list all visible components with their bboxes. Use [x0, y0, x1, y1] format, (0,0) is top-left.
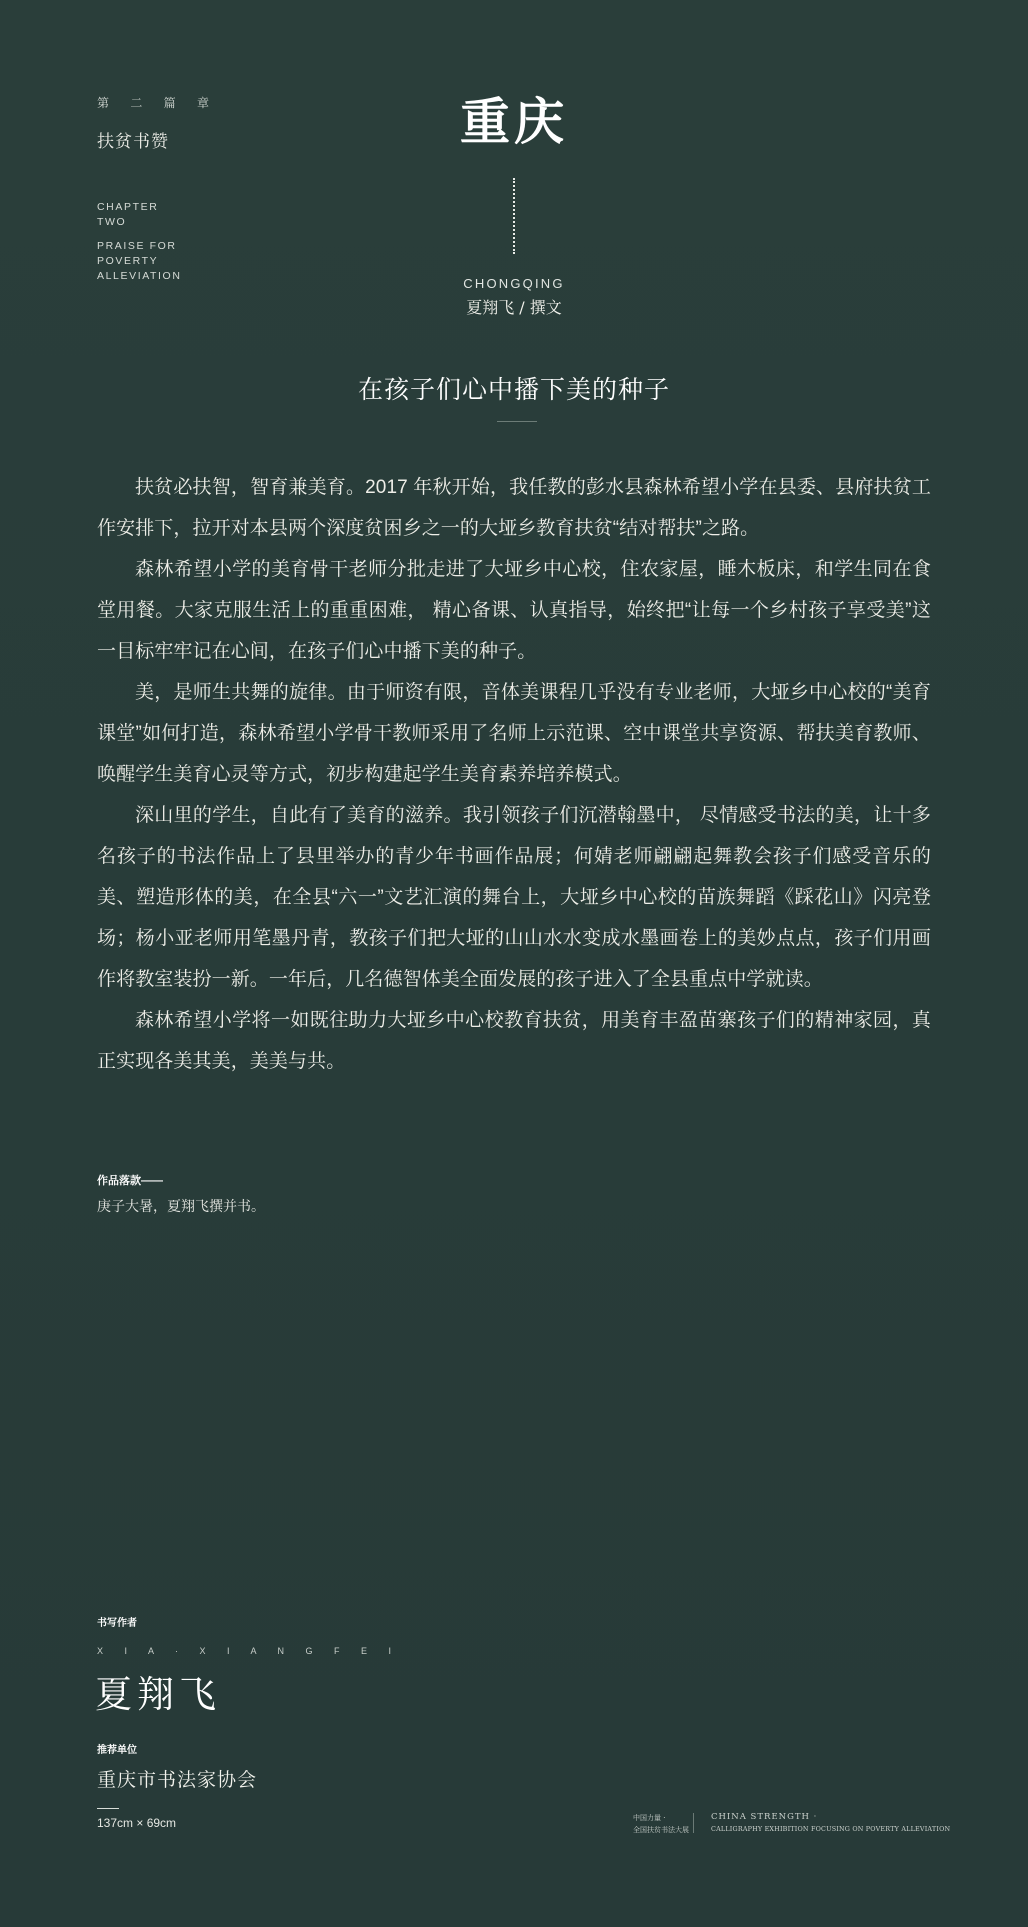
brand-en-line: CHINA STRENGTH ·	[711, 1812, 818, 1822]
recommender-name: 重庆市书法家协会	[97, 1769, 258, 1791]
chapter-subtitle-en	[97, 239, 182, 284]
inscription-label: 作品落款——	[97, 1175, 163, 1187]
chapter-en-line: TWO	[97, 216, 127, 228]
writer-name: 夏翔飞	[95, 1673, 221, 1716]
writer-name-en: X I A · X I A N G F E I	[97, 1646, 401, 1656]
author-credit: 夏翔飞 / 撰文	[466, 298, 562, 317]
inscription-text: 庚子大暑，夏翔飞撰并书。	[97, 1198, 265, 1214]
article-paragraph: 美，是师生共舞的旋律。由于师资有限，音体美课程几乎没有专业老师，大垭乡中心校的“美育课堂”如何打造，森林希望小学骨干教师采用了名师上示范课、空中课堂共享资源、帮扶美育教师、唤醒学生美育心灵等方式，初步构建起学生美育素养培养模式。	[97, 682, 931, 785]
chapter-en-line: CHAPTER	[97, 201, 159, 213]
chapter-en-line: POVERTY	[97, 255, 159, 267]
brand-cn-line: 中国力量 ·	[633, 1814, 666, 1822]
dimension-divider	[97, 1808, 119, 1809]
chapter-en-label	[97, 200, 158, 230]
city-heading	[414, 92, 614, 318]
article-title: 在孩子们心中播下美的种子	[357, 375, 670, 404]
article-body	[97, 467, 931, 1082]
article-paragraph: 森林希望小学的美育骨干老师分批走进了大垭乡中心校，住农家屋，睡木板床，和学生同在食堂用餐。大家克服生活上的重重困难， 精心备课、认真指导，始终把“让每一个乡村孩子享受美”这一目标牢牢记在心间，在孩子们心中播下美的种子。	[97, 559, 931, 662]
brand-en	[711, 1811, 950, 1835]
article-paragraph: 扶贫必扶智，智育兼美育。2017 年秋开始，我任教的彭水县森林希望小学在县委、县府扶贫工作安排下，拉开对本县两个深度贫困乡之一的大垭乡教育扶贫“结对帮扶”之路。	[97, 477, 931, 539]
article-paragraph: 深山里的学生，自此有了美育的滋养。我引领孩子们沉潜翰墨中， 尽情感受书法的美，让十多名孩子的书法作品上了县里举办的青少年书画作品展；何婧老师翩翩起舞教会孩子们感受音乐的美、塑造形体的美，在全县“六一”文艺汇演的舞台上，大垭乡中心校的苗族舞蹈《踩花山》闪亮登场；杨小亚老师用笔墨丹青，教孩子们把大垭的山山水水变成水墨画卷上的美妙点点，孩子们用画作将教室装扮一新。一年后，几名德智体美全面发展的孩子进入了全县重点中学就读。	[97, 805, 931, 990]
city-en: CHONGQING	[463, 276, 565, 291]
chapter-name: 扶贫书赞	[97, 132, 169, 152]
artwork-dimensions: 137cm × 69cm	[97, 1816, 177, 1830]
brand-en-line: CALLIGRAPHY EXHIBITION FOCUSING ON POVERTY ALLEVIATION	[711, 1825, 951, 1833]
title-divider	[497, 421, 537, 422]
chapter-en-line: ALLEVIATION	[97, 270, 182, 282]
brand-separator	[693, 1813, 694, 1833]
brand-cn	[633, 1812, 689, 1836]
writer-label: 书写作者	[97, 1618, 137, 1629]
recommender-label: 推荐单位	[97, 1745, 137, 1756]
article-paragraph: 森林希望小学将一如既往助力大垭乡中心校教育扶贫，用美育丰盈苗寨孩子们的精神家园，真正实现各美其美，美美与共。	[97, 1010, 931, 1072]
dotted-divider	[513, 178, 515, 254]
brand-cn-line: 全国扶贫书法大展	[633, 1826, 689, 1834]
chapter-number: 第 二 篇 章	[97, 96, 219, 110]
chapter-en-line: PRAISE FOR	[97, 240, 177, 252]
city-title: 重庆	[460, 92, 568, 151]
